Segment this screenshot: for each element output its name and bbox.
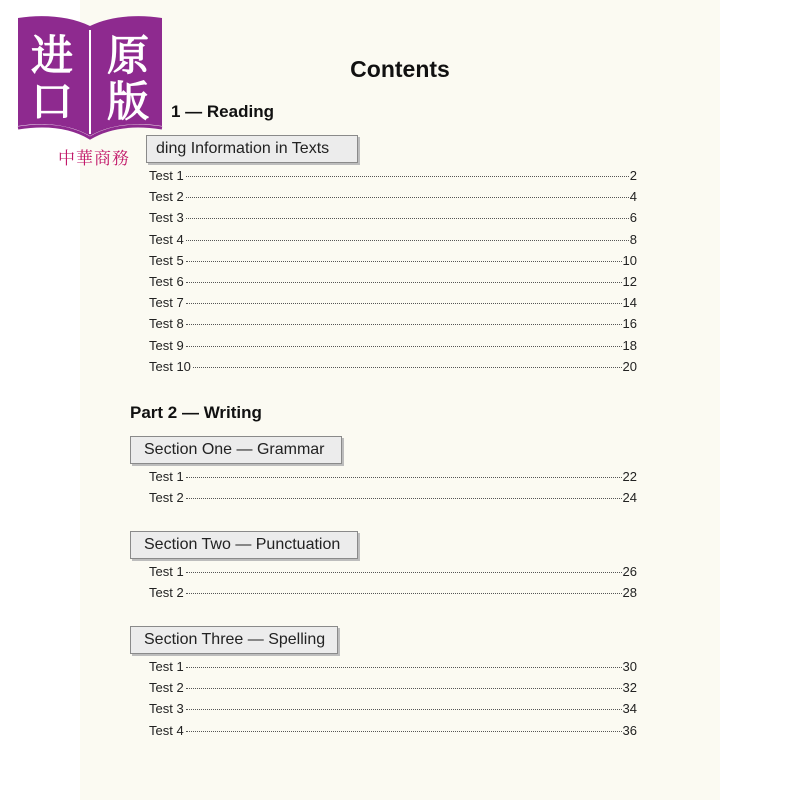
toc-list-reading: [149, 168, 637, 380]
contents-title: Contents: [350, 56, 450, 82]
logo-char-kou: 口: [30, 77, 74, 126]
dot-leader: [186, 197, 629, 198]
toc-entry-label: Test 6: [149, 273, 184, 289]
toc-entry[interactable]: [149, 316, 637, 337]
toc-entry[interactable]: [149, 189, 637, 210]
dot-leader: [186, 218, 629, 219]
toc-entry-page-number: 24: [622, 490, 637, 506]
section-spelling-box[interactable]: Section Three — Spelling: [130, 626, 338, 654]
logo-char-yuan: 原: [106, 31, 150, 80]
toc-entry[interactable]: [149, 232, 637, 253]
logo-char-ban: 版: [106, 77, 150, 126]
toc-entry-page-number: 16: [622, 316, 637, 332]
toc-entry-page-number: 30: [622, 659, 637, 674]
toc-entry-label: Test 8: [149, 316, 184, 332]
toc-entry-page-number: 12: [622, 273, 637, 289]
dot-leader: [186, 688, 622, 689]
section-reading-box[interactable]: ding Information in Texts: [146, 135, 358, 163]
toc-entry-label: Test 5: [149, 252, 184, 268]
logo-char-jin: 进: [30, 31, 74, 80]
toc-entry-label: Test 4: [149, 231, 184, 247]
toc-entry[interactable]: [149, 338, 637, 359]
dot-leader: [186, 303, 622, 304]
toc-entry-page-number: 26: [622, 564, 637, 579]
toc-entry-label: Test 1: [149, 469, 184, 484]
section-grammar-box[interactable]: Section One — Grammar: [130, 436, 342, 464]
toc-entry-page-number: 36: [622, 722, 637, 738]
toc-entry-label: Test 2: [149, 490, 184, 506]
toc-entry-page-number: 22: [622, 469, 637, 484]
toc-entry-page-number: 32: [622, 680, 637, 696]
toc-list-punctuation: [149, 564, 637, 606]
dot-leader: [186, 176, 629, 177]
toc-entry[interactable]: [149, 680, 637, 701]
dot-leader: [186, 709, 622, 710]
toc-entry-page-number: 6: [629, 210, 637, 226]
toc-entry[interactable]: [149, 274, 637, 295]
dot-leader: [186, 324, 622, 325]
toc-entry-label: Test 10: [149, 358, 191, 374]
toc-entry[interactable]: [149, 168, 637, 189]
toc-entry-page-number: 34: [622, 701, 637, 717]
toc-entry-page-number: 4: [629, 189, 637, 205]
dot-leader: [186, 667, 622, 668]
dot-leader: [186, 282, 622, 283]
toc-entry[interactable]: [149, 359, 637, 380]
toc-entry-label: Test 3: [149, 210, 184, 226]
dot-leader: [186, 346, 622, 347]
toc-entry-page-number: 20: [622, 358, 637, 374]
toc-entry[interactable]: [149, 469, 637, 490]
part2-title: Part 2 — Writing: [130, 403, 262, 422]
toc-entry[interactable]: [149, 490, 637, 511]
toc-entry-label: Test 1: [149, 659, 184, 674]
toc-entry[interactable]: [149, 564, 637, 585]
toc-entry-label: Test 1: [149, 564, 184, 579]
logo-caption: 中華商務: [58, 149, 130, 169]
toc-entry-page-number: 18: [622, 337, 637, 353]
toc-entry-page-number: 8: [629, 231, 637, 247]
dot-leader: [186, 477, 622, 478]
toc-entry[interactable]: [149, 585, 637, 606]
toc-entry-page-number: 14: [622, 295, 637, 311]
dot-leader: [186, 731, 622, 732]
toc-entry-page-number: 28: [622, 585, 637, 601]
dot-leader: [186, 240, 629, 241]
toc-entry-label: Test 2: [149, 585, 184, 601]
toc-entry[interactable]: [149, 253, 637, 274]
toc-entry-page-number: 10: [622, 252, 637, 268]
toc-entry[interactable]: [149, 295, 637, 316]
import-original-logo: [14, 8, 166, 178]
dot-leader: [186, 572, 622, 573]
dot-leader: [193, 367, 622, 368]
toc-entry-label: Test 3: [149, 701, 184, 717]
dot-leader: [186, 593, 622, 594]
toc-entry[interactable]: [149, 701, 637, 722]
toc-entry[interactable]: [149, 723, 637, 744]
toc-entry-page-number: 2: [629, 168, 637, 183]
dot-leader: [186, 261, 622, 262]
toc-entry-label: Test 2: [149, 680, 184, 696]
toc-entry[interactable]: [149, 210, 637, 231]
toc-entry-label: Test 2: [149, 189, 184, 205]
section-punctuation-box[interactable]: Section Two — Punctuation: [130, 531, 358, 559]
toc-entry[interactable]: [149, 659, 637, 680]
dot-leader: [186, 498, 622, 499]
toc-entry-label: Test 9: [149, 337, 184, 353]
toc-list-grammar: [149, 469, 637, 511]
part1-title: 1 — Reading: [171, 102, 274, 121]
toc-entry-label: Test 7: [149, 295, 184, 311]
toc-list-spelling: [149, 659, 637, 744]
toc-entry-label: Test 4: [149, 722, 184, 738]
toc-entry-label: Test 1: [149, 168, 184, 183]
